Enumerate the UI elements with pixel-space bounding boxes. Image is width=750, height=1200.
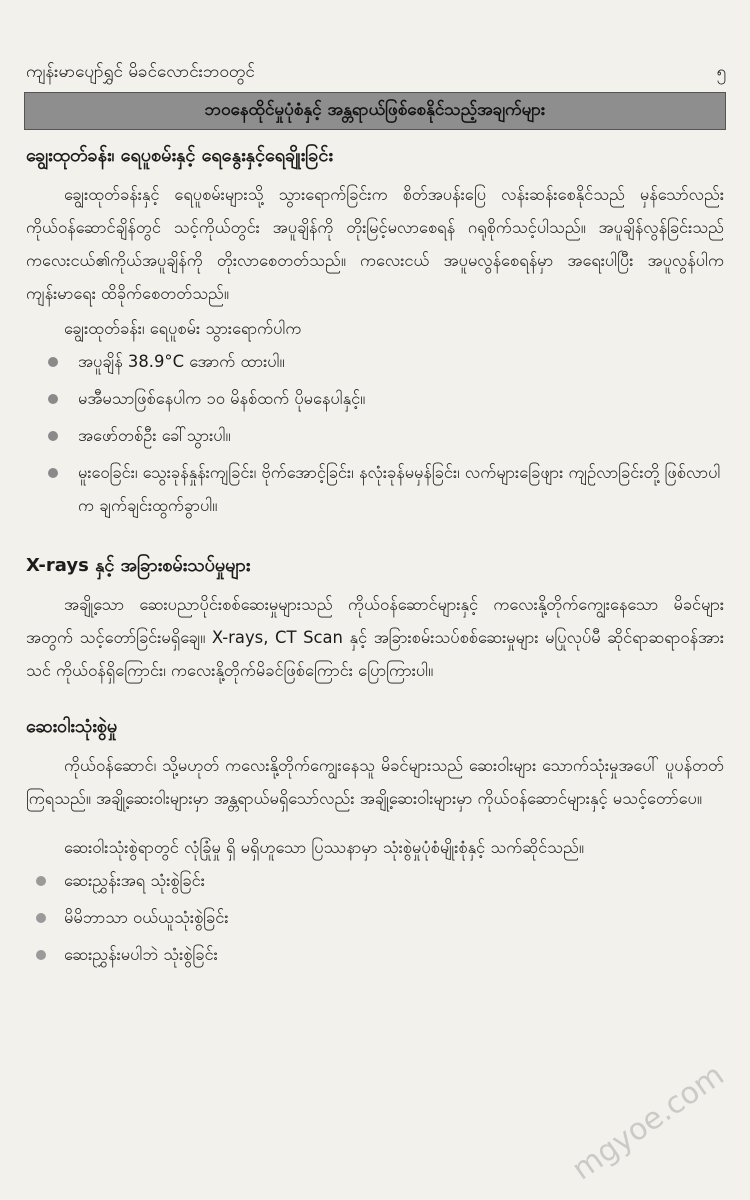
chapter-banner-title: ဘဝနေထိုင်မှုပုံစံနှင့် အန္တရာယ်ဖြစ်စေနိုင်သည့်အချက်များ <box>204 99 546 120</box>
section-heading-xrays: X-rays နှင့် အခြားစမ်းသပ်မှုများ <box>26 555 251 576</box>
list-item: ဆေးညွှန်းအရ သုံးစွဲခြင်း <box>64 864 724 897</box>
bullet-icon <box>36 876 46 886</box>
section-paragraph-medication-1: ကိုယ်ဝန်ဆောင်၊ သို့မဟုတ် ကလေးနို့တိုက်ကျွေးနေသူ မိခင်များသည် ဆေးဝါးများ သောက်သုံးမှုအပေါ် ပူပန်တတ်ကြရသည်။ အချို့ဆေးဝါးများမှာ အန္တရာယ်မရှိသော်လည်း အချို့ဆေးဝါးများမှာ ကိုယ်ဝန်ဆောင်များနှင့် မသင့်တော်ပေ။ <box>26 756 724 808</box>
bullet-icon <box>48 431 58 441</box>
list-item: ဆေးညွှန်းမပါဘဲ သုံးစွဲခြင်း <box>64 938 724 971</box>
section-medication <box>26 713 724 971</box>
section-heading-medication: ဆေးဝါးသုံးစွဲမှု <box>26 716 118 737</box>
medication-usage-list <box>26 864 724 971</box>
page-number: ၅ <box>716 61 726 82</box>
bullet-icon <box>48 468 58 478</box>
section-sauna <box>26 142 724 522</box>
running-title: ကျန်းမာပျော်ရွှင် မိခင်လောင်းဘဝတွင် <box>26 61 255 82</box>
bullet-icon <box>36 913 46 923</box>
section-paragraph-medication-2: ဆေးဝါးသုံးစွဲရာတွင် လုံခြုံမှု ရှိ မရှိဟူသော ပြဿနာမှာ သုံးစွဲမှုပုံစံမျိုးစုံနှင့် သက်ဆိုင်သည်။ <box>64 838 584 857</box>
bullet-icon <box>48 357 58 367</box>
list-item: အဖော်တစ်ဦး ခေါ်သွားပါ။ <box>78 419 724 452</box>
section-paragraph-xrays: အချို့သော ဆေးပညာပိုင်းစစ်ဆေးမှုများသည် ကိုယ်ဝန်ဆောင်များနှင့် ကလေးနို့တိုက်ကျွေးနေသော မိခင်များအတွက် သင့်တော်ခြင်းမရှိချေ။ X-rays, CT Scan နှင့် အခြားစမ်းသပ်စစ်ဆေးမှုများ မပြုလုပ်မီ ဆိုင်ရာဆရာဝန်အား သင် ကိုယ်ဝန်ရှိကြောင်း၊ ကလေးနို့တိုက်မိခင်ဖြစ်ကြောင်း ပြောကြားပါ။ <box>26 595 724 680</box>
page-content <box>26 142 724 975</box>
list-item: မူးဝေခြင်း၊ သွေးခုန်နှုန်းကျခြင်း၊ ဗိုက်အောင့်ခြင်း၊ နလုံးခုန်မမှန်ခြင်း၊ လက်များခြေဖျား ကျဉ်လာခြင်းတို့ ဖြစ်လာပါက ချက်ချင်းထွက်ခွာပါ။ <box>78 456 724 522</box>
section-heading-sauna: ချွေးထုတ်ခန်း၊ ရေပူစမ်းနှင့် ရေနွေးနှင့်ရေချိုးခြင်း <box>26 145 333 166</box>
bullet-icon <box>36 950 46 960</box>
list-item: အပူချိန် 38.9°C အောက် ထားပါ။ <box>78 345 724 378</box>
sauna-precautions-list <box>26 345 724 522</box>
chapter-banner <box>24 92 726 130</box>
bullet-icon <box>48 394 58 404</box>
list-intro: ချွေးထုတ်ခန်း၊ ရေပူစမ်း သွားရောက်ပါက <box>64 319 302 338</box>
list-item: မအီမသာဖြစ်နေပါက ၁၀ မိနစ်ထက် ပိုမနေပါနှင့်။ <box>78 382 724 415</box>
list-item: မိမိဘာသာ ဝယ်ယူသုံးစွဲခြင်း <box>64 901 724 934</box>
section-paragraph-sauna: ချွေးထုတ်ခန်းနှင့် ရေပူစမ်းများသို့ သွားရောက်ခြင်းက စိတ်အပန်းပြေ လန်းဆန်းစေနိုင်သည် မှန်သော်လည်း ကိုယ်ဝန်ဆောင်ချိန်တွင် သင့်ကိုယ်တွင်း အပူချိန်ကို တိုးမြင့်မလာစေရန် ဂရုစိုက်သင့်ပါသည်။ အပူချိန်လွန်ခြင်းသည် ကလေးငယ်၏ကိုယ်အပူချိန်ကို တိုးလာစေတတ်သည်။ ကလေးငယ် အပူမလွန်စေရန်မှာ အရေးပါပြီး အပူလွန်ပါက ကျန်းမာရေး ထိခိုက်စေတတ်သည်။ <box>26 185 724 303</box>
running-header <box>26 60 726 86</box>
section-xrays <box>26 552 724 687</box>
site-watermark: mgyoe.com <box>565 1057 731 1188</box>
